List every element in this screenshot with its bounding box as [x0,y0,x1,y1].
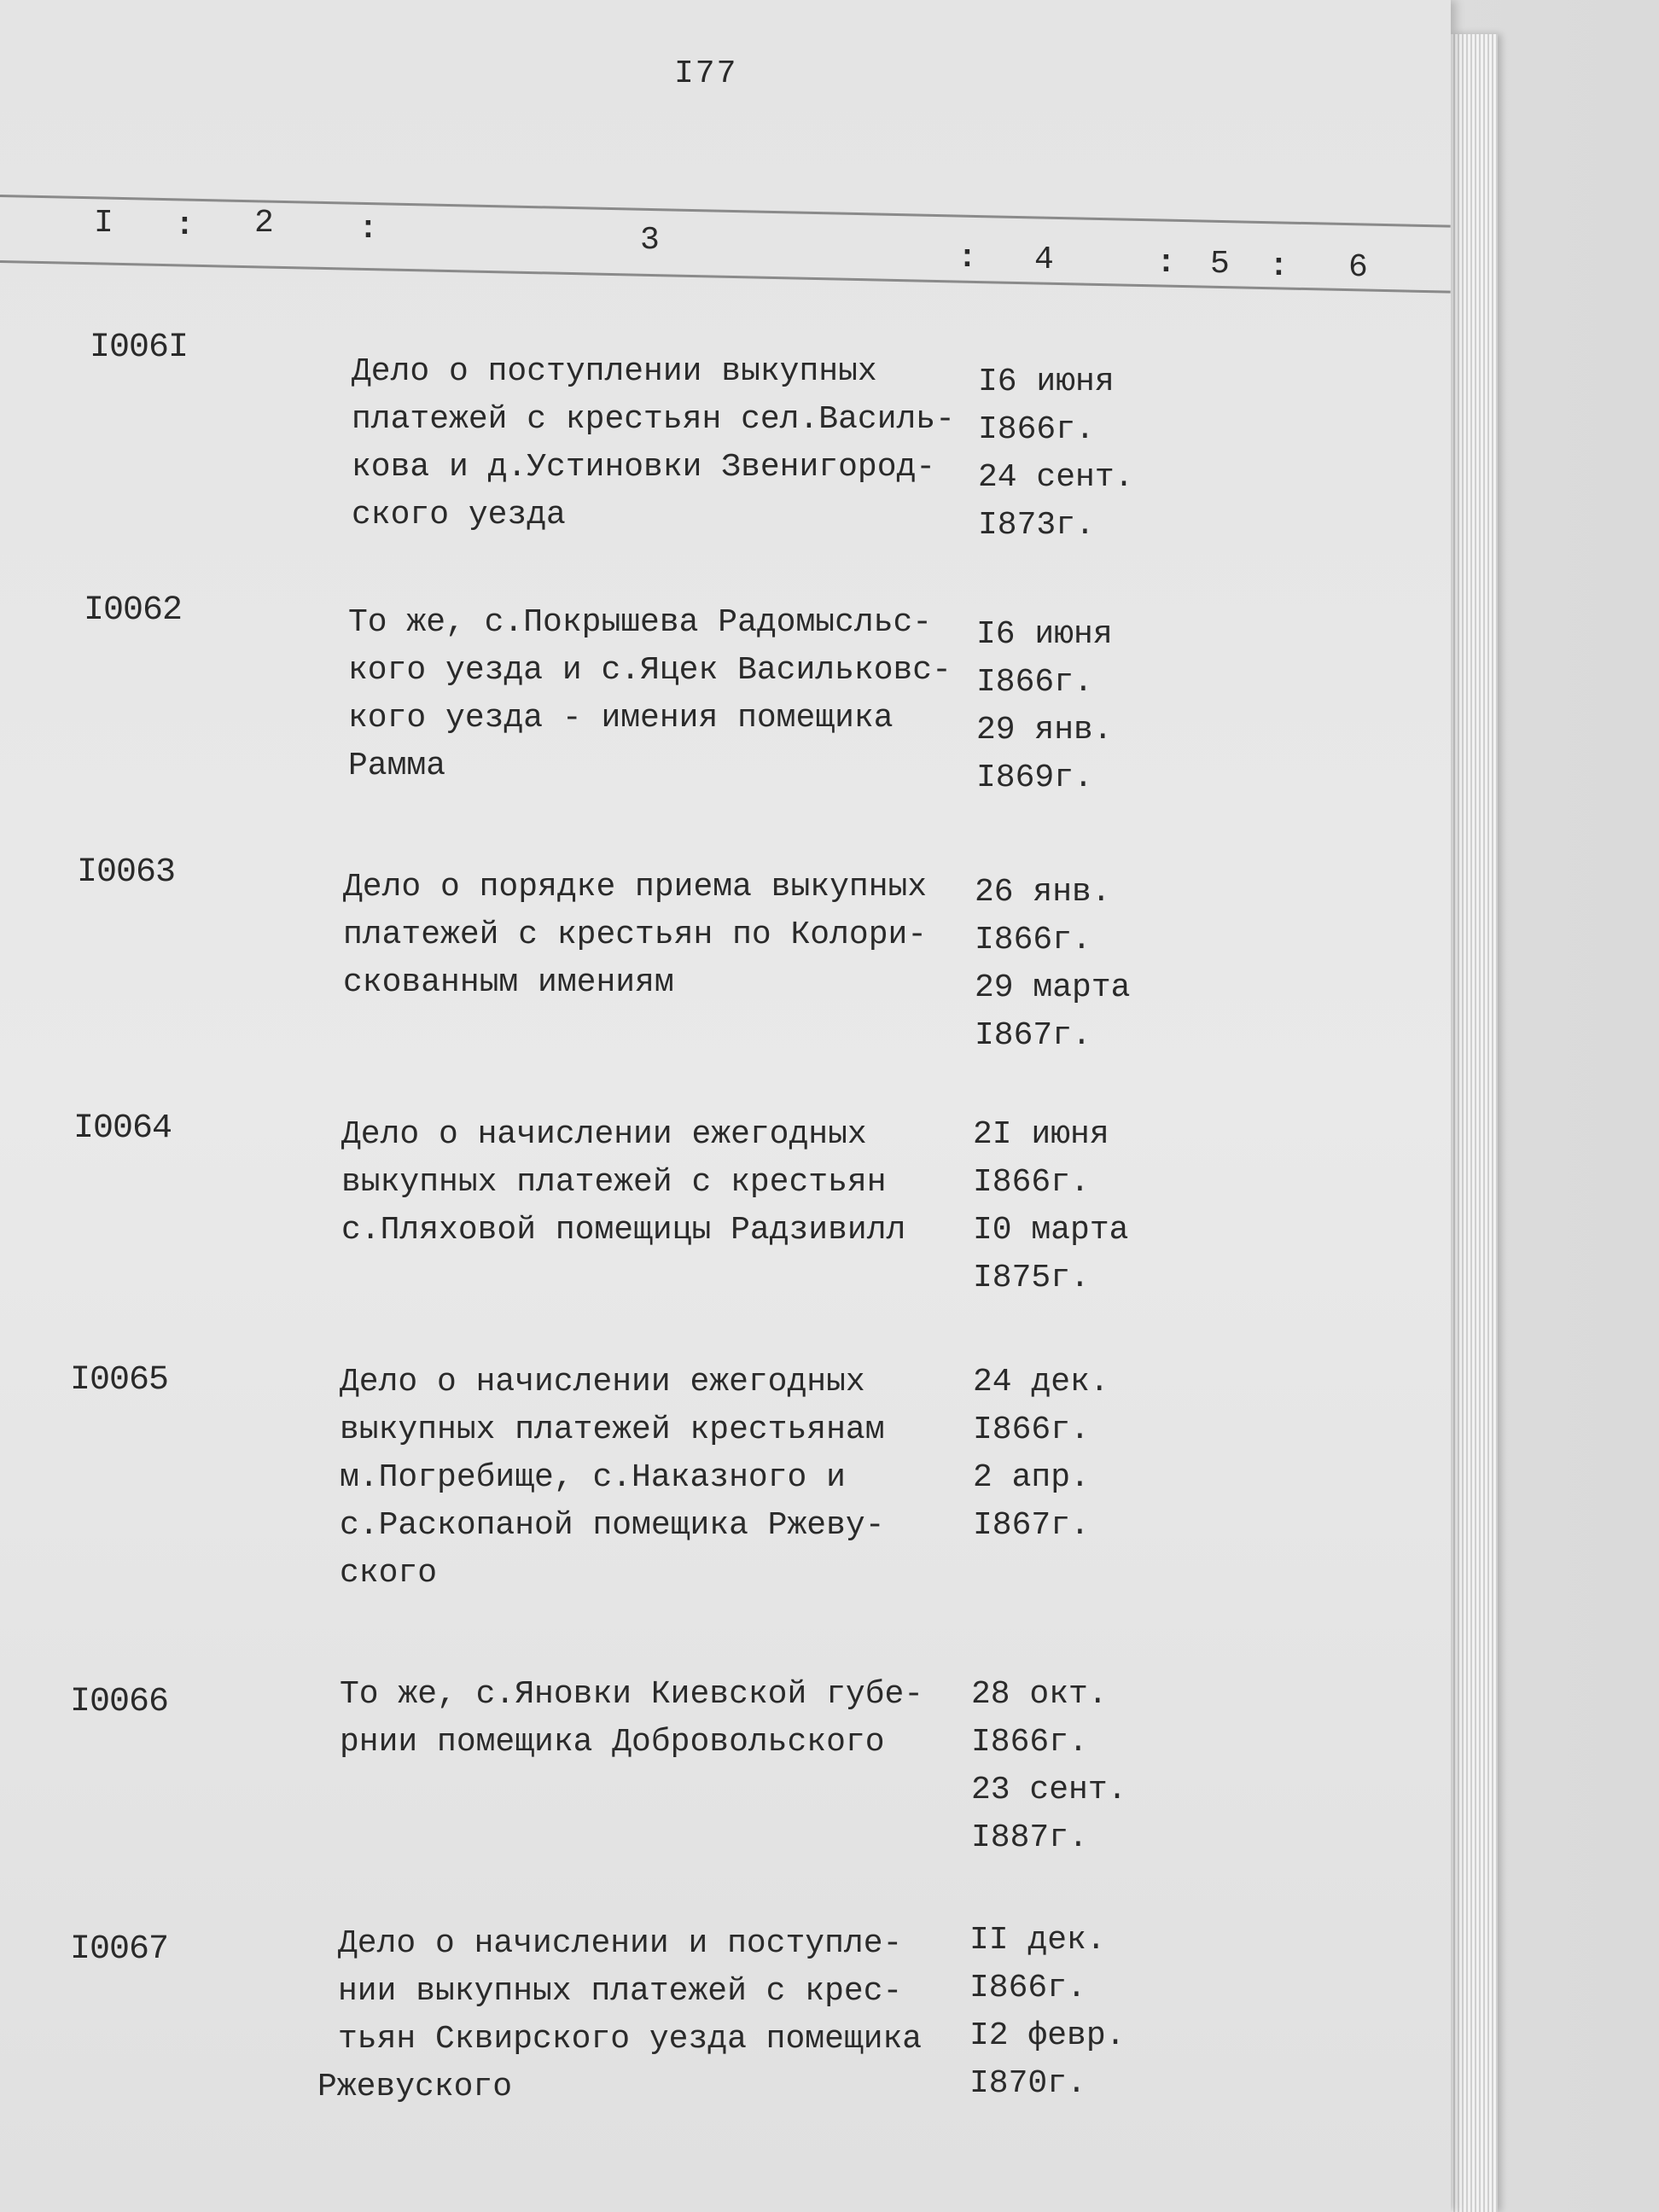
entry-dates: II дек. I866г. I2 февр. I870г. [969,1922,1126,2102]
entry-number: I006I [90,329,189,367]
column-separator: : [1156,245,1176,282]
entry-number: I0065 [70,1361,169,1400]
entry-title: Дело о начислении ежегодных выкупных платежей с крестьян с.Пляховой помещицы Радзивилл [341,1116,906,1249]
entry-number: I0067 [70,1930,169,1969]
entry-title: То же, с.Яновки Киевской губе- рнии помещика Добровольского [340,1676,924,1761]
column-separator: : [175,207,195,244]
entry-dates: 24 дек. I866г. 2 апр. I867г. [973,1364,1109,1544]
header-rule-bottom [0,260,1451,294]
entry-number: I0064 [73,1109,172,1148]
entry-dates: 26 янв. I866г. 29 марта I867г. [975,874,1131,1054]
entry-number: I0066 [70,1683,169,1721]
header-rule-top [0,195,1451,228]
entry-title: Дело о поступлении выкупных платежей с крестьян сел.Василь- кова и д.Устиновки Звенигород- ского уезда [352,353,955,533]
entry-title: Дело о порядке приема выкупных платежей с крестьян по Колори- скованным имениям [343,869,928,1001]
page-number: I77 [674,55,738,92]
entry-dates: 2I июня I866г. I0 марта I875г. [973,1116,1129,1296]
column-separator: : [358,211,378,247]
column-header-1: I [94,205,114,242]
entry-dates: I6 июня I866г. 24 сент. I873г. [978,364,1134,544]
entry-dates: I6 июня I866г. 29 янв. I869г. [976,616,1113,796]
entry-title: Дело о начислении ежегодных выкупных платежей крестьянам м.Погребище, с.Наказного и с.Раскопаной помещика Ржеву- ского [340,1364,885,1592]
column-header-2: 2 [254,205,274,242]
stacked-pages-edge [1451,34,1498,2212]
column-separator: : [958,240,977,276]
column-header-3: 3 [640,222,660,259]
column-header-6: 6 [1348,249,1368,286]
entry-title: То же, с.Покрышева Радомысльс- кого уезда и с.Яцек Васильковс- кого уезда - имения помещика Рамма [348,604,952,784]
column-header-5: 5 [1210,246,1230,282]
entry-dates: 28 окт. I866г. 23 сент. I887г. [971,1676,1127,1856]
entry-title: Дело о начислении и поступле- нии выкупных платежей с крес- тьян Сквирского уезда помещика Ржевуского [317,1925,923,2105]
column-header-4: 4 [1034,242,1054,278]
entry-number: I0062 [84,591,183,630]
column-separator: : [1269,248,1289,285]
entry-number: I0063 [77,853,176,892]
